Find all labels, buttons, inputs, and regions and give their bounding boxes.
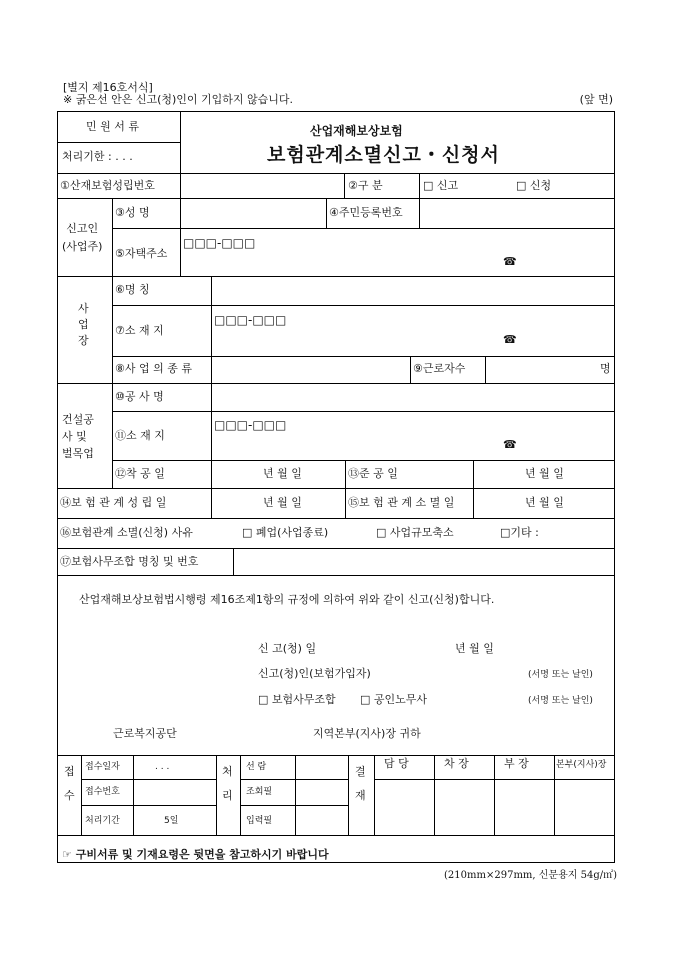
row-divider	[57, 835, 615, 836]
start-date-label: ⑫착 공 일	[115, 467, 165, 480]
col-divider	[419, 198, 420, 228]
category-label: ②구 분	[348, 179, 383, 192]
receipt-label: 접 수	[64, 765, 75, 802]
construction-location-label: ⑪소 재 지	[115, 429, 165, 442]
page-side: (앞 면)	[579, 93, 613, 106]
phone-icon: ☎	[503, 438, 517, 451]
business-postcode[interactable]: □□□-□□□	[214, 313, 287, 327]
col-divider	[216, 755, 217, 835]
agency-checkbox[interactable]: □ 보험사무조합	[258, 693, 336, 706]
col-divider	[473, 460, 474, 518]
established-date-value[interactable]: 년 월 일	[263, 496, 302, 509]
col-divider	[180, 198, 181, 276]
row-divider	[112, 460, 615, 461]
row-divider	[81, 779, 216, 780]
business-name-label: ⑥명 칭	[115, 283, 150, 296]
phone-icon: ☎	[503, 255, 517, 268]
completion-date-label: ⑬준 공 일	[348, 467, 398, 480]
form-number: [별지 제16호서식]	[63, 81, 153, 94]
deadline-label: 처리기한 : . . .	[62, 150, 133, 163]
form-frame	[57, 111, 615, 863]
row-divider	[81, 805, 216, 806]
other-checkbox[interactable]: □기타 :	[500, 526, 539, 539]
home-address-label: ⑤자택주소	[115, 247, 168, 260]
guide-note: ☞ 구비서류 및 기재요령은 뒷면을 참고하시기 바랍니다	[62, 848, 329, 861]
row-divider	[57, 173, 615, 174]
workers-label: ⑨근로자수	[413, 362, 466, 375]
approver-2: 차 장	[444, 757, 469, 770]
col-divider	[295, 755, 296, 835]
row-divider	[57, 548, 615, 549]
col-divider	[494, 755, 495, 835]
rrn-label: ④주민등록번호	[329, 206, 403, 219]
form-notice: ※ 굵은선 안은 신고(청)인이 기입하지 않습니다.	[63, 93, 294, 106]
row-divider	[240, 805, 348, 806]
phone-icon: ☎	[503, 333, 517, 346]
report-date-value[interactable]: 년 월 일	[455, 642, 494, 655]
start-date-value[interactable]: 년 월 일	[263, 467, 302, 480]
business-group-label: 사 업 장	[78, 302, 89, 347]
paper-spec: (210mm×297mm, 신문용지 54g/㎡)	[444, 870, 617, 881]
name-label: ③성 명	[115, 206, 150, 219]
col-divider	[211, 276, 212, 518]
row-divider	[57, 276, 615, 277]
approver-3: 부 장	[504, 757, 529, 770]
report-checkbox[interactable]: □ 신고	[423, 179, 459, 192]
period-value: 5일	[164, 816, 179, 826]
col-divider	[81, 755, 82, 835]
period-label: 처리기간	[85, 816, 120, 826]
receipt-no-label: 접수번호	[85, 787, 120, 797]
recipient-org: 근로복지공단	[113, 727, 177, 740]
row-divider	[112, 305, 615, 306]
establishment-no-label: ①산재보험성립번호	[60, 179, 155, 192]
page-title: 보험관계소멸신고・신청서	[267, 144, 500, 166]
closure-checkbox[interactable]: □ 폐업(사업종료)	[242, 526, 329, 539]
reporter-group-label: 신고인 (사업주)	[62, 222, 103, 253]
signature-field[interactable]: (서명 또는 날인)	[528, 696, 593, 706]
col-divider	[419, 173, 420, 198]
row-divider	[57, 518, 615, 519]
business-type-label: ⑧사 업 의 종 류	[115, 362, 192, 375]
col-divider	[410, 356, 411, 383]
col-divider	[485, 356, 486, 383]
col-divider	[180, 111, 181, 198]
receipt-date-label: 접수일자	[85, 762, 120, 772]
signature-field[interactable]: (서명 또는 날인)	[528, 670, 593, 680]
col-divider	[240, 755, 241, 835]
civil-doc-label: 민 원 서 류	[86, 120, 139, 133]
col-divider	[112, 198, 113, 488]
col-divider	[133, 755, 134, 835]
report-date-label: 신 고(청) 일	[258, 642, 317, 655]
reporter-label: 신고(청)인(보험가입자)	[258, 667, 371, 680]
extinguished-date-value[interactable]: 년 월 일	[525, 496, 564, 509]
receipt-date-value[interactable]: . . .	[155, 762, 170, 772]
agency-label: ⑰보험사무조합 명칭 및 번호	[60, 555, 199, 568]
row-divider	[112, 356, 615, 357]
approver-4: 본부(지사)장	[556, 760, 607, 770]
row-divider	[57, 575, 615, 576]
row-divider	[57, 198, 615, 199]
statement-text: 산업재해보상보험법시행령 제16조제1항의 규정에 의하여 위와 같이 신고(신청)합니다.	[79, 593, 495, 606]
extinguished-date-label: ⑮보 험 관 계 소 멸 일	[348, 496, 455, 509]
col-divider	[374, 755, 375, 835]
col-divider	[233, 548, 234, 575]
recipient-branch: 지역본부(지사)장 귀하	[313, 727, 421, 740]
input-label: 입력필	[246, 816, 273, 826]
workers-unit: 명	[600, 362, 611, 375]
approver-1: 담 당	[384, 757, 409, 770]
view-label: 선 람	[246, 762, 267, 772]
col-divider	[348, 755, 349, 835]
row-divider	[57, 383, 615, 384]
process-label: 처 리	[222, 765, 233, 802]
downsize-checkbox[interactable]: □ 사업규모축소	[376, 526, 454, 539]
row-divider	[57, 488, 615, 489]
col-divider	[326, 198, 327, 228]
row-divider	[57, 142, 180, 143]
approval-label: 결 재	[355, 765, 366, 802]
established-date-label: ⑭보 험 관 계 성 립 일	[60, 496, 167, 509]
home-postcode[interactable]: □□□-□□□	[183, 236, 256, 250]
col-divider	[344, 173, 345, 198]
construction-postcode[interactable]: □□□-□□□	[214, 418, 287, 432]
col-divider	[554, 755, 555, 835]
row-divider	[57, 755, 615, 756]
construction-group-label: 건설공 사 및 벌목업	[62, 413, 94, 460]
title-small: 산업재해보상보험	[310, 124, 403, 138]
inquiry-label: 조회필	[246, 787, 273, 797]
col-divider	[345, 460, 346, 518]
reason-label: ⑯보험관계 소멸(신청) 사유	[60, 526, 193, 539]
completion-date-value[interactable]: 년 월 일	[525, 467, 564, 480]
labor-attorney-checkbox[interactable]: □ 공인노무사	[360, 693, 428, 706]
row-divider	[112, 411, 615, 412]
business-location-label: ⑦소 재 지	[115, 324, 164, 337]
work-name-label: ⑩공 사 명	[115, 390, 164, 403]
col-divider	[434, 755, 435, 835]
apply-checkbox[interactable]: □ 신청	[516, 179, 552, 192]
row-divider	[240, 779, 348, 780]
row-divider	[112, 228, 615, 229]
